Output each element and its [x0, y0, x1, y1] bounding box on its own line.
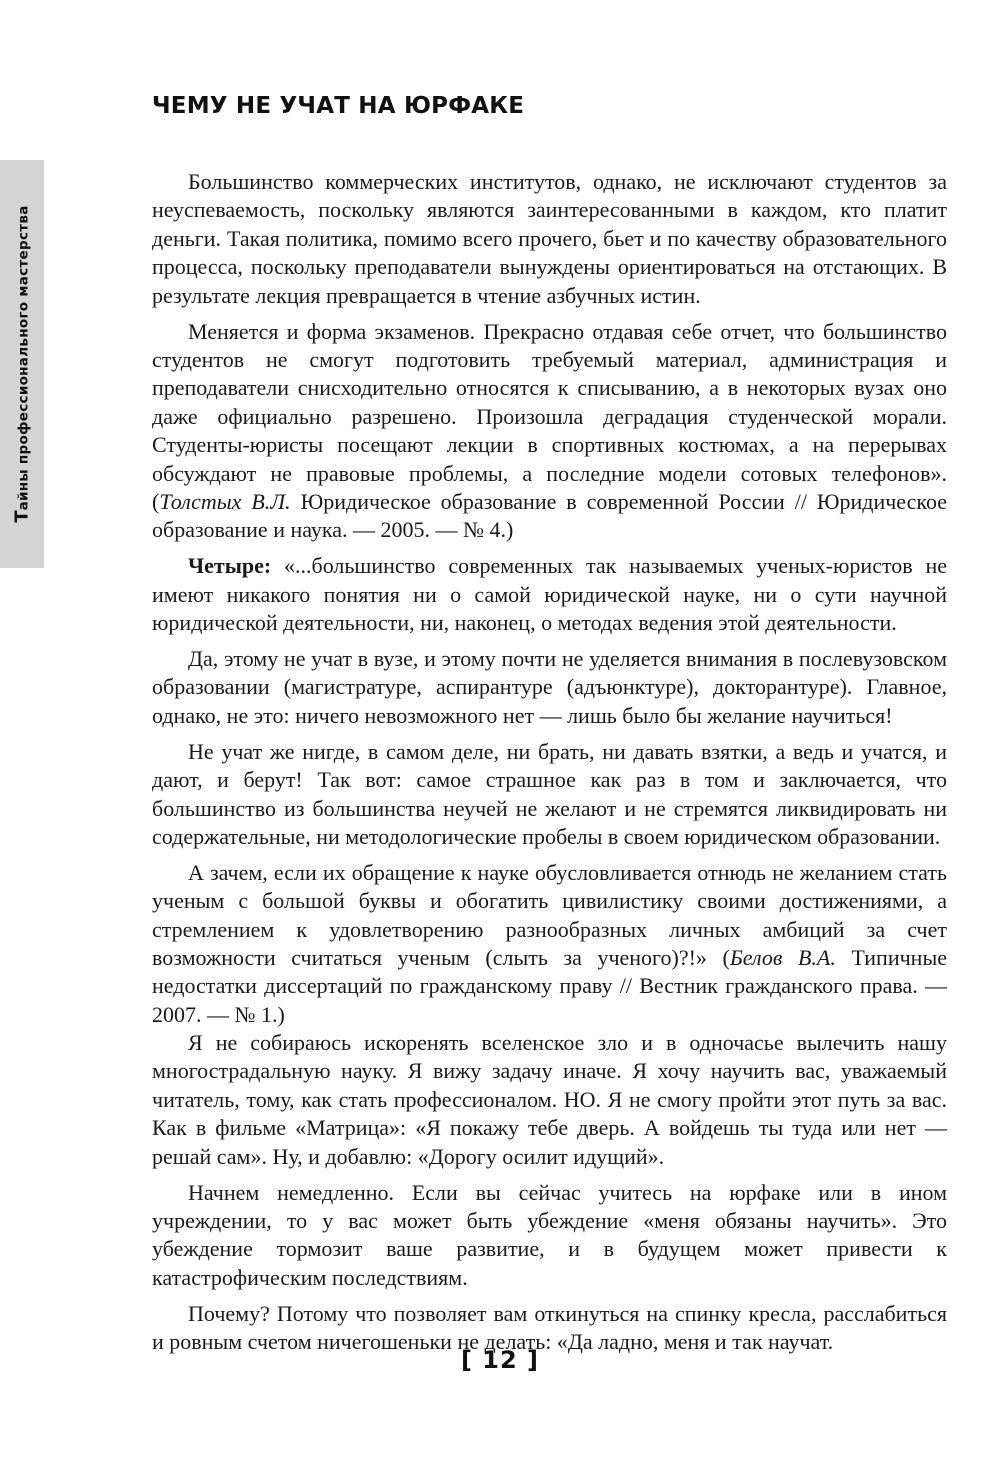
paragraph — [152, 859, 947, 1029]
paragraph: Большинство коммерческих институтов, однако, не исключают студентов за неуспеваемость, поскольку являются заинтересованными в каждом, кто платит деньги. Такая политика, помимо всего прочего, бьет и по качеству образовательного процесса, поскольку преподаватели вынуждены ориентироваться на отстающих. В результате лекция превращается в чтение азбучных истин. — [152, 169, 947, 308]
paragraph-label: Четыре: — [188, 553, 272, 579]
text-block-quotes — [152, 168, 947, 1037]
paragraph: Да, этому не учат в вузе, и этому почти не уделяется внимания в послевузовском образовании (магистратуре, аспирантуре (адъюнктуре), докторантуре). Главное, однако, не это: ничего невозможного нет — лишь было бы желание научиться! — [152, 646, 947, 728]
paragraph-text: Меняется и форма экзаменов. Прекрасно отдавая себе отчет, что большинство студентов не смогут подготовить требуемый материал, администрация и преподаватели снисходительно относятся к списыванию, а в некоторых вузах оно даже официально разрешено. Произошла деградация студенческой морали. Студенты-юристы посещают лекции в спортивных костюмах, а на перерывах обсуждают не правовые проблемы, а последние модели сотовых телефонов». ( — [152, 318, 947, 514]
text-block-author — [152, 1029, 947, 1364]
paragraph: Я не собираюсь искоренять вселенское зло и в одночасье вылечить нашу многострадальную науку. Я вижу задачу иначе. Я хочу научить вас, уважаемый читатель, тому, как стать профессионалом. НО. Я не смогу пройти этот путь за вас. Как в фильме «Матрица»: «Я покажу тебе дверь. А войдешь ты туда или нет — решай сам». Ну, и добавлю: «Дорогу осилит идущий». — [152, 1030, 947, 1169]
paragraph — [152, 552, 947, 637]
paragraph: Не учат же нигде, в самом деле, ни брать, ни давать взятки, а ведь и учатся, и дают, и берут! Так вот: самое страшное как раз в том и заключается, что большинство из большинства неучей не желают и не стремятся ликвидировать ни содержательные, ни методологические пробелы в своем юридическом образовании. — [152, 738, 947, 849]
paragraph: Начнем немедленно. Если вы сейчас учитесь на юрфаке или в ином учреждении, то у вас может быть убеждение «меня обязаны научить». Это убеждение тормозит ваше развитие, и в будущем может привести к катастрофическим последствиям. — [152, 1179, 947, 1290]
citation-author: Белов В.А. — [729, 945, 836, 971]
running-section-title-rest: айны профессионального мастерства — [15, 205, 32, 511]
page-number: [ 12 ] — [460, 1346, 540, 1374]
paragraph — [152, 318, 947, 545]
running-section-tab — [0, 160, 44, 568]
paragraph-text: «...большинство современных так называемых ученых-юристов не имеют никакого понятия ни о самой юридической науке, ни о сути научной юридической деятельности, ни, наконец, о методах ведения этой деятельности. — [152, 553, 947, 636]
paragraph-text: А зачем, если их обращение к науке обусловливается отнюдь не желанием стать ученым с большой буквы и обогатить цивилистику своими достижениями, а стремлением к удовлетворению разнообразных личных амбиций за счет возможности считаться ученым (слыть за ученого)?!» ( — [152, 859, 947, 971]
running-section-title — [12, 205, 33, 522]
paragraph: Почему? Потому что позволяет вам откинуться на спинку кресла, расслабиться и ровным счетом ничегошеньки не делать: «Да ладно, меня и так научат. — [152, 1300, 947, 1355]
chapter-heading: ЧЕМУ НЕ УЧАТ НА ЮРФАКЕ — [152, 93, 525, 119]
citation-author: Толстых В.Л. — [159, 488, 291, 514]
citation-source: Юридическое образование в современной России // Юридическое образование и наука. — 2005. — № 4.) — [152, 488, 947, 543]
citation-source: Типичные недостатки диссертаций по гражданскому праву // Вестник гражданского права. — 2007. — № 1.) — [152, 945, 947, 1027]
running-section-title-lead: Т — [11, 510, 33, 523]
